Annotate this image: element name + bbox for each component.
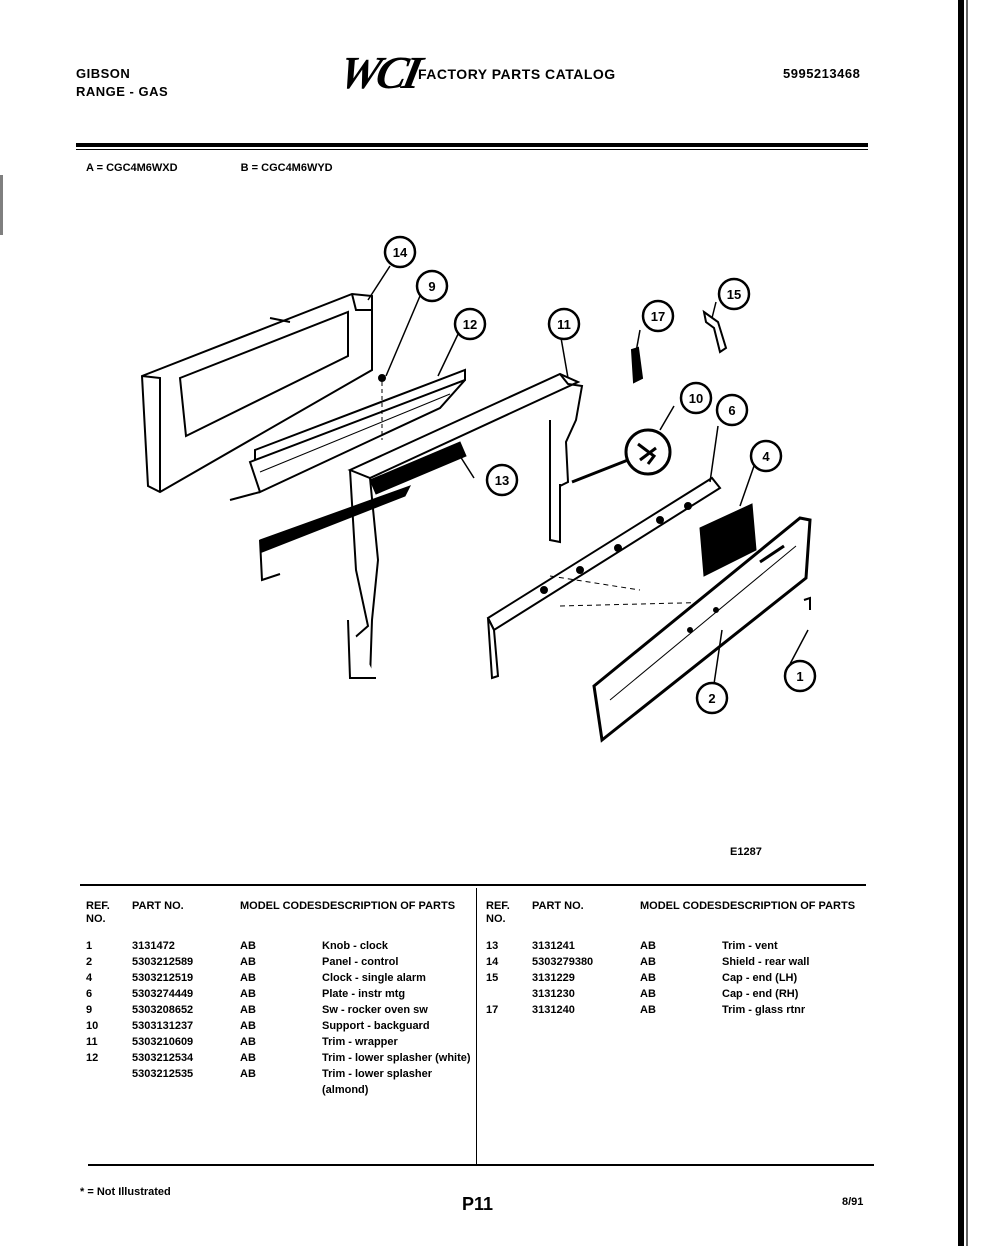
header-rule [76,143,868,147]
model-code-cell: AB [240,940,256,952]
callout-label: 12 [462,317,478,332]
part-clock-knob [804,598,810,610]
ref-cell: 11 [86,1036,98,1048]
brand-name: GIBSON [76,66,131,81]
ref-cell: 12 [86,1052,99,1064]
part-number-cell: 5303274449 [132,988,194,1000]
catalog-number: 5995213468 [783,66,861,81]
part-number-cell: 3131230 [532,988,575,1000]
ref-cell: 2 [86,956,93,968]
description-cell: Support - backguard [322,1020,430,1032]
parts-table-right-body [486,938,862,1018]
model-code-cell: AB [640,972,656,984]
wci-logo: WCI [334,47,424,98]
description-cell: Plate - instr mtg [322,988,406,1000]
description-cell: Sw - rocker oven sw [322,1004,428,1016]
parts-table-left-body [86,938,472,1098]
part-trim-glass-retainer [632,348,642,382]
description-cell: Knob - clock [322,940,389,952]
part-number-cell: 5303212519 [132,972,194,984]
scan-mark [0,175,3,235]
ref-cell: 9 [86,1004,93,1016]
model-code-cell: AB [240,1068,256,1080]
parts-table-left [86,900,472,1098]
table-row [486,986,862,1002]
table-row [86,1018,472,1034]
description-cell: Cap - end (LH) [722,972,798,984]
description-cell: Trim - lower splasher (white) [322,1052,471,1064]
part-number-cell: 5303279380 [532,956,594,968]
description-cell: Trim - glass rtnr [722,1004,806,1016]
header-part: PART NO. [532,900,584,912]
model-code-cell: AB [240,972,256,984]
table-row [86,986,472,1002]
model-code-cell: AB [240,1020,256,1032]
part-number-cell: 5303210609 [132,1036,194,1048]
model-code-cell: AB [240,1004,256,1016]
callout-label: 9 [428,279,436,294]
ref-cell [86,1066,132,1098]
table-row [486,954,862,970]
part-number-cell: 3131229 [532,972,575,984]
table-row [486,1002,862,1018]
header-ref: REF. NO. [486,900,510,925]
ref-cell: 15 [486,972,499,984]
header-part: PART NO. [132,900,184,912]
model-code-cell: AB [640,988,656,1000]
description-cell: Trim - wrapper [322,1036,398,1048]
header-desc: DESCRIPTION OF PARTS [722,900,856,912]
ref-cell: 1 [86,940,93,952]
callout-label: 6 [728,403,736,418]
table-row [86,938,472,954]
table-row [86,1066,472,1098]
callout-label: 15 [726,287,742,302]
table-divider [476,888,477,1164]
part-number-cell: 5303212534 [132,1052,194,1064]
scan-edge-inner [966,0,968,1246]
parts-table-right [486,900,862,1018]
model-code-cell: AB [640,940,656,952]
model-code-cell: AB [640,1004,656,1016]
table-row [486,970,862,986]
ref-cell: 14 [486,956,499,968]
part-end-cap [704,312,726,352]
footnote: * = Not Illustrated [80,1186,171,1198]
ref-cell: 4 [86,972,93,984]
callout-label: 10 [688,391,704,406]
exploded-parts-diagram [120,230,820,760]
table-row [86,1034,472,1050]
model-code-cell: AB [240,988,256,1000]
part-number-cell: 5303212589 [132,956,194,968]
part-number-cell: 5303212535 [132,1068,194,1080]
callout-label: 14 [392,245,408,260]
table-row [86,954,472,970]
part-number-cell: 3131241 [532,940,575,952]
header-model: MODEL CODES [640,900,722,912]
model-code-cell: AB [240,956,256,968]
part-support-backguard [572,430,670,482]
part-number-cell: 3131472 [132,940,175,952]
part-number-cell: 5303131237 [132,1020,194,1032]
model-b: B = CGC4M6WYD [240,162,333,174]
header-model: MODEL CODES [240,900,322,912]
page-number: P11 [462,1194,494,1214]
callout-label: 4 [762,449,770,464]
description-cell: Cap - end (RH) [722,988,799,1000]
diagram-code: E1287 [730,846,762,858]
model-code-cell: AB [240,1036,256,1048]
table-bottom-rule [88,1164,874,1166]
ref-cell: 6 [86,988,93,1000]
table-row [86,970,472,986]
model-a: A = CGC4M6WXD [86,162,178,174]
model-list [86,162,393,174]
model-code-cell: AB [240,1052,256,1064]
description-cell: Clock - single alarm [322,972,426,984]
description-cell: Trim - lower splasher (almond) [322,1068,433,1096]
part-number-cell: 5303208652 [132,1004,194,1016]
callout-label: 1 [796,669,804,684]
callout-label: 11 [557,317,571,332]
table-row [486,938,862,954]
description-cell: Panel - control [322,956,399,968]
callout-label: 13 [494,473,510,488]
ref-cell [486,986,532,1002]
print-date: 8/91 [842,1196,864,1208]
ref-cell: 13 [486,940,499,952]
table-top-rule [80,884,866,886]
table-row [86,1050,472,1066]
part-rocker-switch [379,375,385,381]
description-cell: Trim - vent [722,940,778,952]
catalog-title: FACTORY PARTS CATALOG [418,66,616,82]
header-desc: DESCRIPTION OF PARTS [322,900,456,912]
ref-cell: 10 [86,1020,99,1032]
header-rule-thin [76,149,868,150]
part-number-cell: 3131240 [532,1004,575,1016]
scan-edge [958,0,964,1246]
product-category: RANGE - GAS [76,84,169,99]
description-cell: Shield - rear wall [722,956,810,968]
header-ref: REF. NO. [86,900,110,925]
model-code-cell: AB [640,956,656,968]
table-row [86,1002,472,1018]
callout-label: 17 [650,309,666,324]
callout-label: 2 [708,691,716,706]
ref-cell: 17 [486,1004,499,1016]
